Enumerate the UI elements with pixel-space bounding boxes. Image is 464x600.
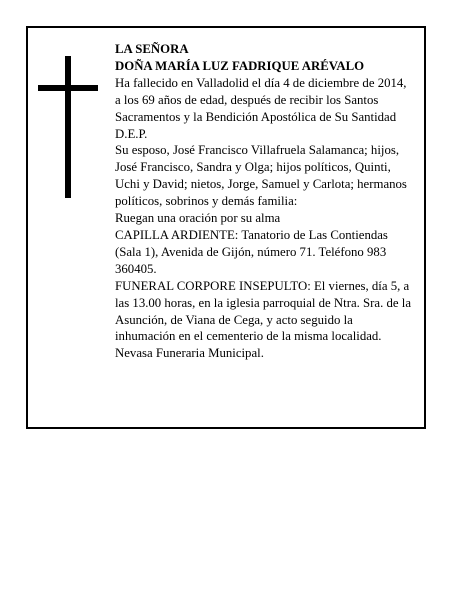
- notice-heading: LA SEÑORA: [115, 42, 189, 56]
- notice-text: [115, 41, 413, 362]
- funeral-info: FUNERAL CORPORE INSEPULTO: El viernes, día 5, a las 13.00 horas, en la iglesia parroquial de Ntra. Sra. de la Asunción, de Viana de Cega, y acto seguido la inhumación en el cementerio de la misma localidad.: [115, 278, 412, 344]
- funeral-home: Nevasa Funeraria Municipal.: [115, 346, 264, 361]
- death-statement: Ha fallecido en Valladolid el día 4 de diciembre de 2014, a los 69 años de edad, después de recibir los Santos Sacramentos y la Bendición Apostólica de Su Santidad: [115, 75, 407, 124]
- chapel-info: CAPILLA ARDIENTE: Tanatorio de Las Contiendas (Sala 1), Avenida de Gijón, número 71. Teléfono 983 360405.: [115, 227, 388, 276]
- prayer-request: Ruegan una oración por su alma: [115, 211, 281, 226]
- obituary-notice: [26, 26, 426, 429]
- family-list: Su esposo, José Francisco Villafruela Salamanca; hijos, José Francisco, Sandra y Olga; hijos políticos, Quinti, Uchi y David; nietos, Jorge, Samuel y Carlota; hermanos políticos, sobrinos y demás familia:: [115, 143, 407, 209]
- cross-horizontal-bar: [38, 85, 98, 91]
- rip-line: D.E.P.: [115, 126, 148, 141]
- cross-vertical-bar: [65, 56, 71, 198]
- deceased-name: DOÑA MARÍA LUZ FADRIQUE ARÉVALO: [115, 58, 365, 73]
- cross-icon: [38, 56, 98, 198]
